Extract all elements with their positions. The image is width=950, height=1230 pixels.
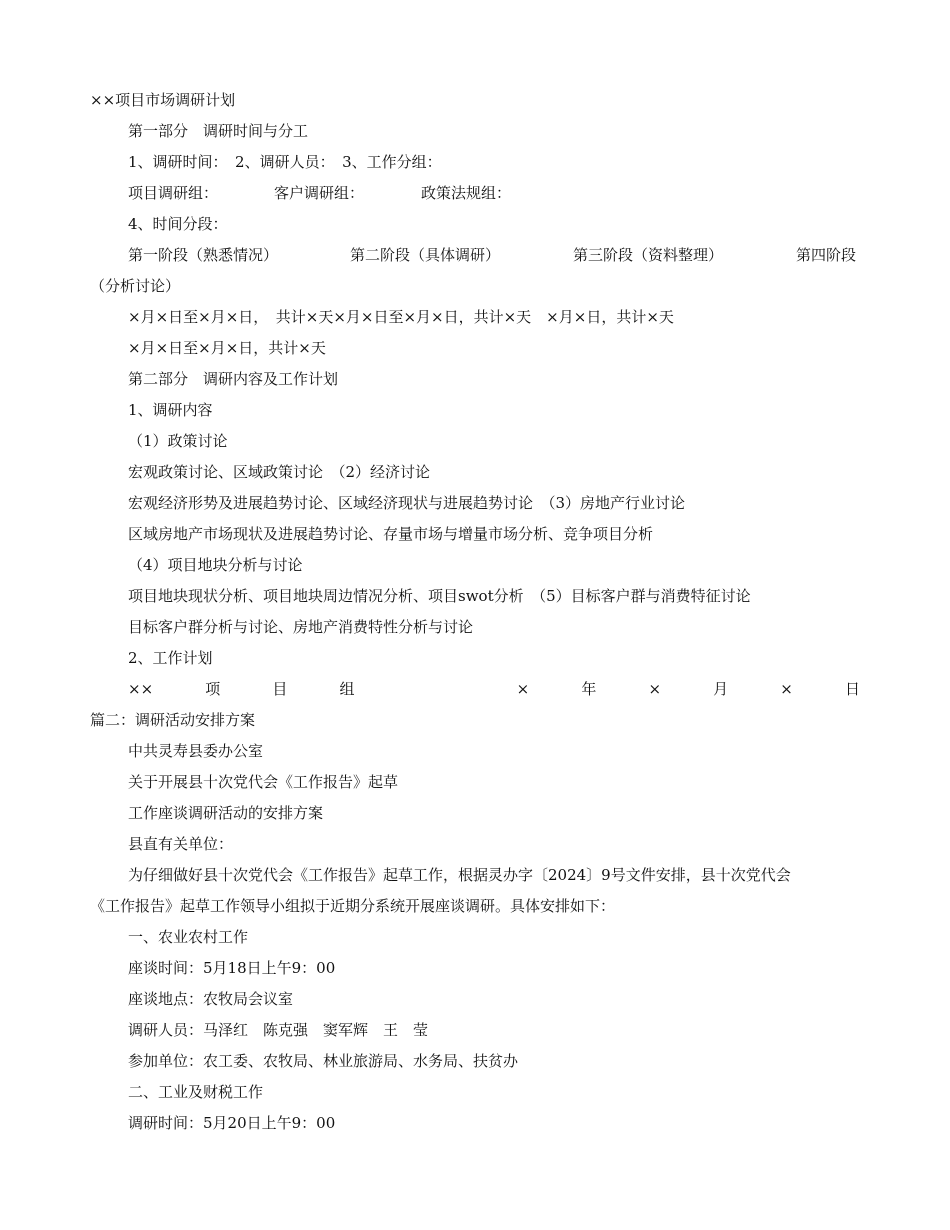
doc-title: ××项目市场调研计划 — [90, 91, 236, 109]
body-line-2: 《工作报告》起草工作领导小组拟于近期分系统开展座谈调研。具体安排如下： — [90, 897, 616, 915]
customer-line: 目标客户群分析与讨论、房地产消费特性分析与讨论 — [128, 618, 474, 636]
roles-line: 1、调研时间： 2、调研人员： 3、工作分组： — [128, 153, 442, 171]
workplan-heading: 2、工作计划 — [128, 649, 213, 667]
group-customer: 客户调研组： — [274, 184, 365, 202]
addressee: 县直有关单位： — [128, 835, 234, 853]
dates-line-1: ×月×日至×月×日， 共计×天×月×日至×月×日，共计×天 ×月×日，共计×天 — [128, 308, 674, 326]
content-heading: 1、调研内容 — [128, 401, 213, 419]
section1-time: 座谈时间：5月18日上午9：00 — [128, 959, 336, 977]
part2-heading: 第二部分 调研内容及工作计划 — [128, 370, 339, 388]
phase-3: 第三阶段（资料整理） — [573, 246, 724, 264]
part3-heading: 篇二：调研活动安排方案 — [90, 711, 256, 729]
phase-1: 第一阶段（熟悉情况） — [128, 246, 279, 264]
economy-line: 宏观经济形势及进展趋势讨论、区域经济现状与进展趋势讨论 （3）房地产行业讨论 — [128, 494, 686, 512]
group-policy: 政策法规组： — [421, 184, 512, 202]
sign-char: 目 — [272, 680, 288, 698]
group-project: 项目调研组： — [128, 184, 219, 202]
sign-char: × — [780, 680, 793, 698]
sign-char: 日 — [844, 680, 860, 698]
section1-place: 座谈地点：农牧局会议室 — [128, 990, 294, 1008]
dates-line-2: ×月×日至×月×日，共计×天 — [128, 339, 326, 357]
phase-2: 第二阶段（具体调研） — [350, 246, 501, 264]
sign-char: 年 — [581, 680, 597, 698]
sign-char: ×× — [128, 680, 154, 698]
section1-staff: 调研人员：马泽红 陈克强 窦军辉 王 莹 — [128, 1021, 429, 1039]
plot-heading: （4）项目地块分析与讨论 — [128, 556, 303, 574]
policy-heading: （1）政策讨论 — [128, 432, 228, 450]
subject-line-2: 工作座谈调研活动的安排方案 — [128, 804, 324, 822]
plot-line: 项目地块现状分析、项目地块周边情况分析、项目swot分析 （5）目标客户群与消费特征讨论 — [128, 587, 751, 605]
policy-line: 宏观政策讨论、区域政策讨论 （2）经济讨论 — [128, 463, 431, 481]
phase4-continuation: （分析讨论） — [90, 277, 181, 295]
subject-line-1: 关于开展县十次党代会《工作报告》起草 — [128, 773, 399, 791]
sign-char: 组 — [339, 680, 355, 698]
real-estate-line: 区域房地产市场现状及进展趋势讨论、存量市场与增量市场分析、竞争项目分析 — [128, 525, 654, 543]
signature-line — [128, 679, 860, 699]
part1-heading: 第一部分 调研时间与分工 — [128, 122, 309, 140]
phase-4: 第四阶段 — [796, 246, 857, 264]
sign-char: × — [648, 680, 662, 698]
section2-time: 调研时间：5月20日上午9：00 — [128, 1114, 336, 1132]
sign-char: 项 — [205, 680, 221, 698]
body-line-1: 为仔细做好县十次党代会《工作报告》起草工作，根据灵办字〔2024〕9号文件安排，县十次党代会 — [128, 866, 791, 884]
section1-units: 参加单位：农工委、农牧局、林业旅游局、水务局、扶贫办 — [128, 1052, 519, 1070]
section2-heading: 二、工业及财税工作 — [128, 1083, 264, 1101]
sign-char: 月 — [713, 680, 729, 698]
time-phase-heading: 4、时间分段： — [128, 215, 228, 233]
sign-char: × — [516, 680, 530, 698]
org-name: 中共灵寿县委办公室 — [128, 742, 264, 760]
section1-heading: 一、农业农村工作 — [128, 928, 249, 946]
